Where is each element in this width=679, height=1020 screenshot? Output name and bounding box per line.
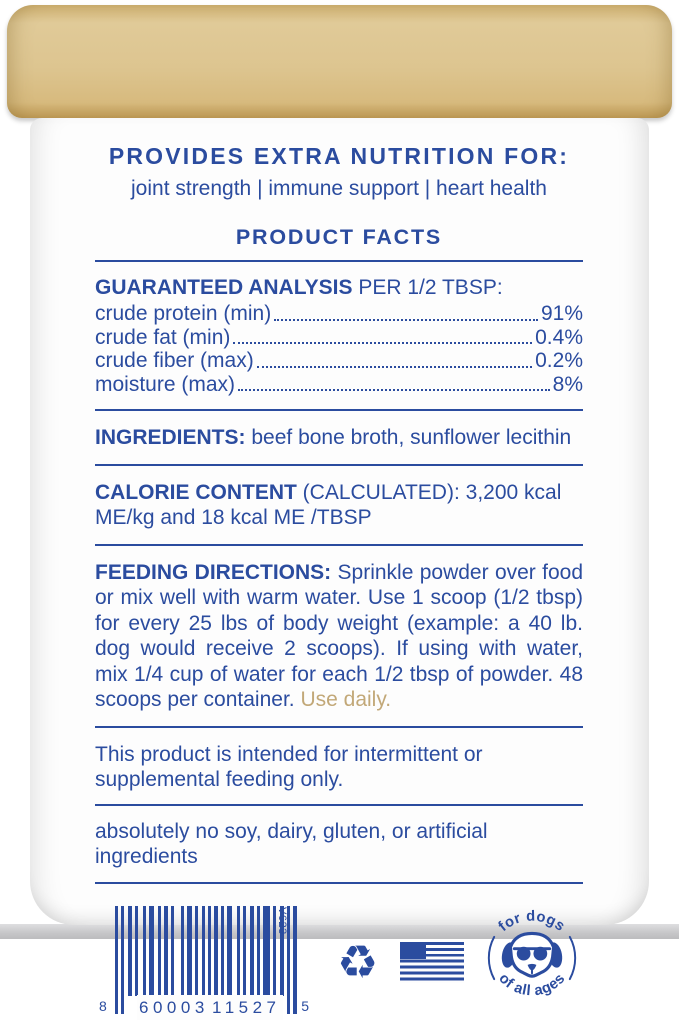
divider — [95, 544, 583, 546]
guaranteed-analysis-heading — [95, 275, 583, 300]
ingredients-label: INGREDIENTS: — [95, 426, 246, 449]
nutrient-name: crude fat (min) — [95, 325, 231, 349]
table-row — [95, 326, 583, 350]
supplemental-note: This product is intended for intermittent or supplemental feeding only. — [95, 743, 483, 792]
table-row — [95, 349, 583, 373]
barcode-group1: 60003 — [137, 995, 211, 1020]
nutrient-name: crude fiber (max) — [95, 349, 254, 372]
guaranteed-analysis-table — [95, 302, 583, 396]
barcode-left-digit: 8 — [99, 998, 107, 1015]
divider — [95, 726, 583, 728]
divider — [95, 260, 583, 262]
for-dogs-of-all-ages-badge — [478, 904, 586, 1012]
us-flag-icon — [400, 942, 464, 983]
no-claims-line: absolutely no soy, dairy, gluten, or artificial ingredients — [95, 820, 488, 869]
ingredients-section — [95, 425, 583, 450]
badge-top-text: for dogs — [496, 909, 569, 936]
use-daily-note: Use daily. — [300, 688, 392, 712]
badge-arc-right — [570, 937, 575, 979]
leader-dots — [274, 319, 538, 321]
barcode — [99, 906, 309, 1018]
leader-dots — [257, 366, 532, 368]
leader-dots — [233, 342, 532, 344]
guaranteed-analysis-heading-rest: PER 1/2 TBSP: — [352, 276, 503, 299]
barcode-version-code: V623 — [276, 907, 288, 936]
nutrient-name: crude protein (min) — [95, 302, 272, 325]
product-facts-heading: PRODUCT FACTS — [235, 225, 443, 249]
nutrient-value: 0.4% — [535, 325, 583, 349]
benefits-line: joint strength | immune support | heart health — [131, 177, 547, 200]
badge-arc-left — [489, 937, 494, 979]
nutrient-value: 91% — [540, 302, 583, 325]
guaranteed-analysis-heading-bold: GUARANTEED ANALYSIS — [95, 276, 353, 299]
calorie-content-text: (CALCULATED): 3,200 kcal ME/kg and 18 kcal ME /TBSP — [95, 481, 562, 529]
svg-text:for dogs — [496, 909, 568, 935]
nutrient-name: moisture (max) — [95, 372, 236, 396]
dog-with-sunglasses-icon — [500, 934, 564, 977]
nutrient-value: 8% — [552, 372, 583, 396]
nutrient-value: 0.2% — [535, 349, 583, 372]
ingredients-text: beef bone broth, sunflower lecithin — [251, 426, 572, 449]
leader-dots — [238, 389, 550, 391]
divider — [95, 409, 583, 411]
table-row — [95, 302, 583, 326]
page-title: PROVIDES EXTRA NUTRITION FOR: — [108, 143, 570, 169]
badge-bottom-text: of all ages — [495, 970, 569, 1000]
barcode-group2: 11527 — [210, 995, 283, 1020]
divider — [95, 804, 583, 806]
flag-canton — [400, 942, 426, 960]
divider — [95, 464, 583, 466]
feeding-directions-section — [95, 560, 583, 712]
divider — [95, 882, 583, 884]
container-lid — [7, 5, 672, 118]
table-row — [95, 373, 583, 397]
calorie-content-section — [95, 480, 583, 530]
calorie-content-label: CALORIE CONTENT — [95, 481, 297, 504]
bottom-row — [95, 906, 583, 1018]
feeding-directions-label: FEEDING DIRECTIONS: — [95, 561, 332, 584]
recycle-icon: ♻ — [337, 936, 379, 989]
label-content — [95, 118, 583, 1018]
feeding-directions-text: Sprinkle powder over food or mix well with warm water. Use 1 scoop (1/2 tbsp) for every 25 lbs of body weight (example: a 40 lb. dog would receive 2 scoops). If using with water, mix 1/4 cup of water for each 1/2 tbsp of powder. 48 scoops per container. — [95, 561, 583, 712]
barcode-right-digit: 5 — [301, 998, 309, 1015]
